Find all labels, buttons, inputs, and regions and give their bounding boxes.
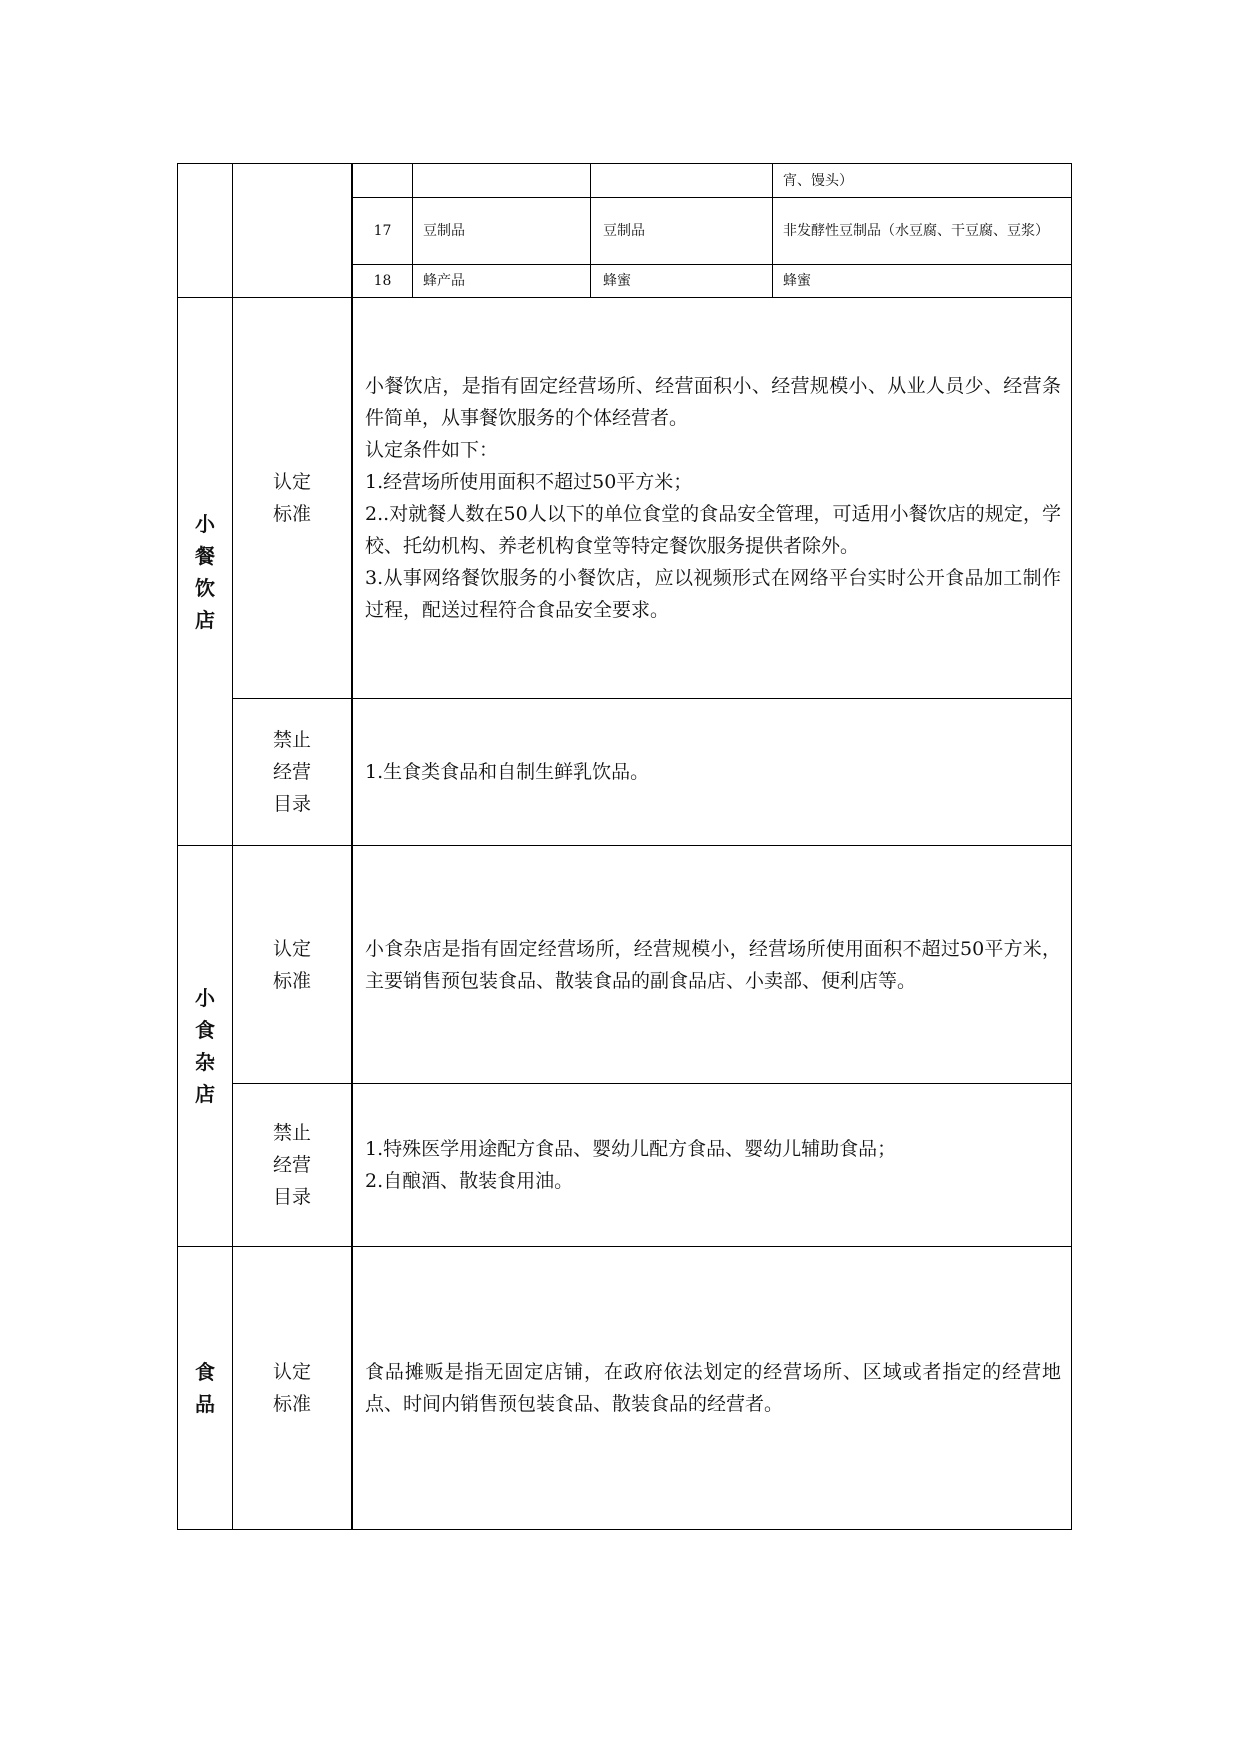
standard-label: 认定 标准 (272, 1361, 311, 1415)
standard-line: 3.从事网络餐饮服务的小餐饮店，应以视频形式在网络平台实时公开食品加工制作过程，配送过程符合食品安全要求。 (365, 567, 1061, 621)
row-items: 蜂蜜 (783, 273, 811, 289)
continuation-cell (773, 164, 1071, 197)
prohibited-label: 禁止 经营 目录 (272, 1122, 311, 1208)
standard-content (353, 846, 1071, 1083)
standard-label: 认定 标准 (272, 937, 311, 992)
prohibited-line: 1.生食类食品和自制生鲜乳饮品。 (365, 761, 650, 783)
standard-line: 小食杂店是指有固定经营场所，经营规模小，经营场所使用面积不超过50平方米，主要销售预包装食品、散装食品的副食品店、小卖部、便利店等。 (365, 937, 1061, 992)
prohibited-content (353, 699, 1071, 845)
standard-line: 认定条件如下： (365, 439, 499, 461)
row-category: 豆制品 (423, 223, 465, 239)
section-title: 食 品 (195, 1360, 215, 1416)
standard-line: 食品摊贩是指无固定店铺，在政府依法划定的经营场所、区域或者指定的经营地点、时间内销售预包装食品、散装食品的经营者。 (365, 1361, 1061, 1415)
section-title: 小 食 杂 店 (195, 986, 215, 1106)
row-subcategory: 豆制品 (603, 223, 645, 239)
prohibited-line: 2.自酿酒、散装食用油。 (365, 1170, 574, 1192)
continuation-text: 宵、馒头） (783, 172, 853, 189)
standard-line: 小餐饮店，是指有固定经营场所、经营面积小、经营规模小、从业人员少、经营条件简单，从事餐饮服务的个体经营者。 (365, 375, 1061, 429)
section-title: 小 餐 饮 店 (195, 511, 215, 632)
standard-line: 1.经营场所使用面积不超过50平方米； (365, 471, 693, 493)
prohibited-line: 1.特殊医学用途配方食品、婴幼儿配方食品、婴幼儿辅助食品； (365, 1138, 897, 1160)
row-number: 17 (373, 223, 392, 239)
standard-label: 认定 标准 (272, 471, 311, 525)
standard-line: 2..对就餐人数在50人以下的单位食堂的食品安全管理，可适用小餐饮店的规定，学校、托幼机构、养老机构食堂等特定餐饮服务提供者除外。 (365, 503, 1061, 557)
prohibited-content (353, 1084, 1071, 1246)
row-items-text: 非发酵性豆制品（水豆腐、干豆腐、豆浆） (783, 223, 1049, 239)
standard-content (353, 1247, 1071, 1529)
row-subcategory: 蜂蜜 (603, 273, 631, 289)
standard-content (353, 298, 1071, 698)
row-number: 18 (373, 273, 392, 289)
row-category: 蜂产品 (423, 273, 465, 289)
prohibited-label: 禁止 经营 目录 (272, 729, 311, 815)
row-items (773, 198, 1071, 264)
